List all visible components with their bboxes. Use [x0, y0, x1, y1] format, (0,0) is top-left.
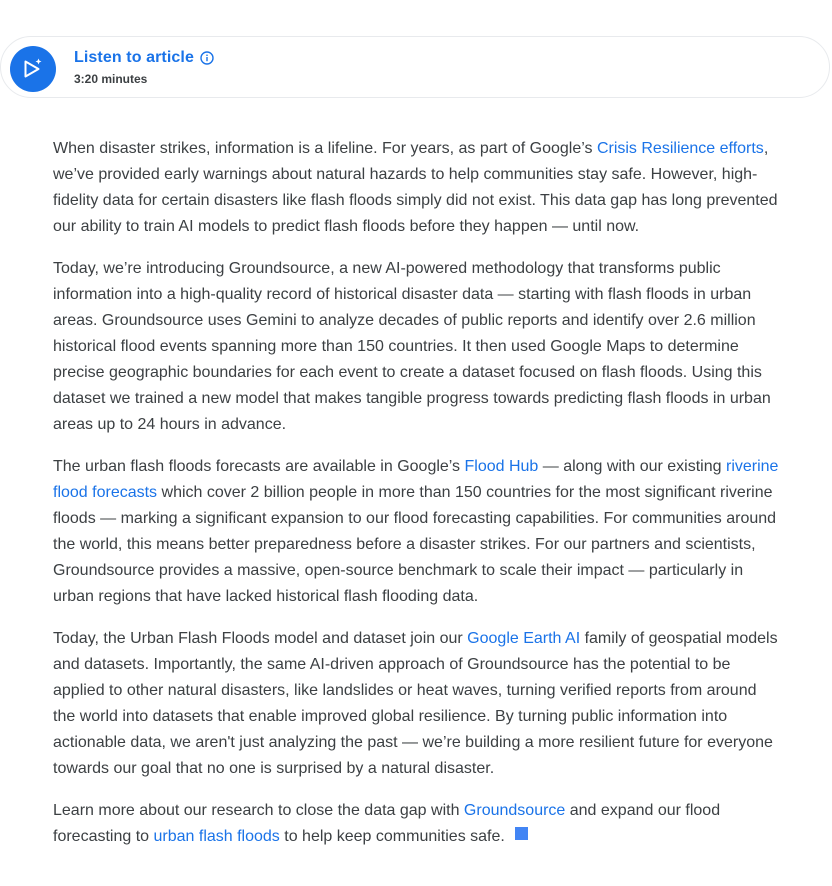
play-audio-button[interactable] — [10, 46, 56, 92]
paragraph-4 — [53, 626, 783, 782]
listen-title-row — [74, 49, 214, 67]
paragraph-5 — [53, 798, 783, 850]
audio-duration: 3:20 minutes — [74, 72, 148, 86]
article-body — [53, 136, 783, 866]
paragraph-text: and expand our flood forecasting to — [53, 802, 721, 845]
google-earth-ai-link[interactable]: Google Earth AI — [467, 630, 581, 647]
end-marker-square — [515, 827, 528, 840]
paragraph-text: Today, we’re introducing Groundsource, a new AI-powered methodology that transforms public information into a high-quality record of historical disaster data — starting with flash floods in urban areas. Groundsource uses Gemini to analyze decades of public reports and identify over 2.6 million historical flood events spanning more than 150 countries. It then used Google Maps to determine precise geographic boundaries for each event to create a dataset focused on flash floods. Using this dataset we trained a new model that makes tangible progress towards predicting flash floods in urban areas up to 24 hours in advance. — [53, 260, 771, 433]
listen-title: Listen to article — [74, 49, 194, 66]
paragraph-text: Learn more about our research to close the data gap with — [53, 802, 464, 819]
paragraph-text: When disaster strikes, information is a lifeline. For years, as part of Google’s — [53, 140, 597, 157]
paragraph-text: which cover 2 billion people in more than 150 countries for the most significant riverine floods — marking a significant expansion to our flood forecasting capabilities. For communities around the world, this means better preparedness before a disaster strikes. For our partners and scientists, Groundsource provides a massive, open-source benchmark to scale their impact — particularly in urban regions that have lacked historical flash flooding data. — [53, 484, 777, 605]
flood-hub-link[interactable]: Flood Hub — [464, 458, 539, 475]
crisis-resilience-link[interactable]: Crisis Resilience efforts — [596, 140, 764, 157]
paragraph-text: family of geospatial models and datasets. Importantly, the same AI-driven approach of Groundsource has the potential to be applied to other natural disasters, like landslides or heat waves, turning verified reports from around the world into datasets that enable improved global resilience. By turning public information into actionable data, we aren't just analyzing the past — we’re building a more resilient future for everyone towards our goal that no one is surprised by a natural disaster. — [53, 630, 778, 777]
paragraph-3 — [53, 454, 783, 610]
paragraph-text: Today, the Urban Flash Floods model and dataset join our — [53, 630, 468, 647]
play-sparkle-icon — [21, 57, 45, 81]
riverine-flood-forecasts-link[interactable]: riverine flood forecasts — [53, 458, 779, 501]
paragraph-text: The urban flash floods forecasts are available in Google’s — [53, 458, 465, 475]
info-icon[interactable] — [200, 51, 214, 65]
paragraph-text: , we’ve provided early warnings about natural hazards to help communities stay safe. However, high-fidelity data for certain disasters like flash floods simply did not exist. This data gap has long prevented our ability to train AI models to predict flash floods before they happen — until now. — [53, 140, 778, 235]
paragraph-1 — [53, 136, 783, 240]
urban-flash-floods-link[interactable]: urban flash floods — [153, 828, 280, 845]
paragraph-2 — [53, 256, 783, 438]
paragraph-text: — along with our existing — [538, 458, 726, 475]
paragraph-text: to help keep communities safe. — [279, 828, 505, 845]
listen-to-article-player — [0, 36, 830, 98]
groundsource-link[interactable]: Groundsource — [463, 802, 566, 819]
